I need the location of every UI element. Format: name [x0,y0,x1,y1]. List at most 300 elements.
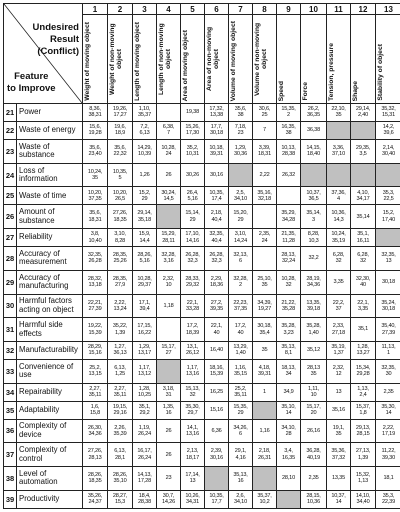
matrix-cell: 19,1, 35 [327,419,351,443]
matrix-cell [351,121,376,139]
matrix-cell: 2,18, 40,4 [205,205,229,229]
matrix-cell: 35,37, 10,2 [253,490,277,508]
matrix-cell: 32,35, 26,28 [83,247,108,271]
matrix-cell: 35,10, 14 [277,401,301,419]
matrix-cell: 8,28, 10,3 [301,229,327,247]
matrix-cell: 35 [253,342,277,360]
table-row [4,294,400,318]
matrix-cell: 1,28, 13,27 [351,342,376,360]
row-number: 30 [4,294,17,318]
row-number: 26 [4,205,17,229]
table-row [4,187,400,205]
matrix-cell: 28,33, 29,32 [181,270,205,294]
matrix-cell: 25,10, 35 [253,270,277,294]
matrix-cell: 16,35, 38 [277,121,301,139]
row-number: 35 [4,401,17,419]
matrix-cell: 15,17, 27 [157,342,181,360]
undesired-result-label: Undesired Result (Conflict) [32,22,79,57]
row-label: Waste of time [17,187,83,205]
matrix-cell: 17,10, 14,16 [181,229,205,247]
row-label: Accuracy of measurement [17,247,83,271]
matrix-cell: 19,15, 29,16 [108,401,133,419]
matrix-cell: 22,21, 27,39 [83,294,108,318]
matrix-cell: 25,2, 13,15 [83,359,108,383]
matrix-cell: 6,13, 28,1 [108,443,133,467]
column-header [277,15,301,104]
row-label: Complexity of device [17,419,83,443]
matrix-cell [157,104,181,122]
matrix-cell: 22,1, 40 [205,318,229,342]
matrix-cell: 15,14, 29 [181,205,205,229]
matrix-cell: 2,22 [253,163,277,187]
matrix-cell: 29,14, 2,40 [351,104,376,122]
matrix-cell: 17,15, 16,22 [133,318,157,342]
matrix-cell: 35,13, 16 [229,467,253,491]
row-label: Adaptability [17,401,83,419]
matrix-cell: 17,14, 13 [181,467,205,491]
matrix-cell: 1,10, 35,37 [133,104,157,122]
matrix-cell: 23 [157,467,181,491]
column-label: Area of moving object [182,29,189,101]
matrix-cell: 17,7, 30,18 [205,121,229,139]
matrix-cell: 28,27, 15,3 [108,490,133,508]
table-row [4,401,400,419]
matrix-cell: 1 [253,383,277,401]
matrix-cell: 35,3, 22,39 [376,490,400,508]
table-row [4,139,400,163]
matrix-cell: 15,17, 20 [301,401,327,419]
matrix-cell: 3,8, 10,40 [83,229,108,247]
matrix-cell: 22,2, 37 [327,294,351,318]
matrix-cell: 30,7, 14,26 [157,490,181,508]
matrix-cell: 32,35, 30 [376,359,400,383]
matrix-cell: 2,6, 34,10 [229,490,253,508]
column-header [157,15,181,104]
matrix-cell: 17,2, 40 [229,318,253,342]
matrix-cell: 28,13 35 [301,359,327,383]
table-row [4,342,400,360]
matrix-cell: 14,15, 18,40 [301,139,327,163]
matrix-cell: 30,18, 35,4 [253,318,277,342]
matrix-cell: 15,13, 32 [181,383,205,401]
matrix-cell: 26,28, 32,3 [181,247,205,271]
matrix-cell: 28,35, 27,9 [108,270,133,294]
matrix-cell: 6,38, 7 [157,121,181,139]
matrix-cell: 2,35 [301,467,327,491]
row-number: 25 [4,187,17,205]
column-label: Volume of moving object [230,20,237,101]
matrix-cell: 35,40, 27,39 [376,318,400,342]
matrix-cell: 32,28, 3,16 [157,247,181,271]
matrix-cell: 35,28, 3,23 [277,318,301,342]
matrix-cell: 28,26, 35,10 [108,467,133,491]
column-label: Length of moving object [134,22,141,101]
table-row [4,205,400,229]
matrix-cell: 19,38 [181,104,205,122]
row-label: Waste of substance [17,139,83,163]
matrix-cell: 15,6, 19,28 [83,121,108,139]
matrix-cell: 16,25 [205,383,229,401]
column-number: 10 [301,4,327,15]
column-label: Area of non-moving object [206,26,221,92]
matrix-cell: 34,39, 19,27 [253,294,277,318]
matrix-cell: 26,28, 32,3 [205,247,229,271]
table-row [4,467,400,491]
matrix-cell: 30,16 [205,163,229,187]
matrix-cell: 2,27, 35,11 [108,383,133,401]
column-number: 12 [351,4,376,15]
row-number: 36 [4,419,17,443]
table-row [4,359,400,383]
matrix-cell: 27,26, 18,35 [108,205,133,229]
matrix-cell: 15,9, 14,4 [133,229,157,247]
matrix-cell: 26 [157,163,181,187]
matrix-cell: 26 [157,419,181,443]
matrix-cell: 15,16 [205,401,229,419]
column-label: Length of non-moving object [158,23,173,95]
matrix-cell: 3,10, 14,24 [229,229,253,247]
matrix-cell: 32,35, 13 [376,247,400,271]
column-label: Volume of non-moving object [254,22,269,96]
matrix-cell: 1,19, 26,24 [133,419,157,443]
matrix-cell: 6,28, 32 [351,247,376,271]
matrix-cell: 14,1, 13,16 [181,419,205,443]
matrix-cell: 30,6, 25 [253,104,277,122]
matrix-cell: 4,18, 39,31 [253,359,277,383]
row-number: 33 [4,359,17,383]
row-label: Amount of substance [17,205,83,229]
matrix-cell: 3,39, 18,31 [253,139,277,163]
table-row [4,443,400,467]
matrix-cell: 2,33, 27,18 [327,318,351,342]
row-label: Productivity [17,490,83,508]
matrix-cell: 2,26, 35,39 [108,419,133,443]
column-label: Speed [278,80,285,101]
matrix-cell: 22,1, 3,35 [351,294,376,318]
matrix-cell: 4,10, 34,17 [351,187,376,205]
column-number: 11 [327,4,351,15]
row-number: 34 [4,383,17,401]
matrix-cell: 28,19, 34,36 [301,270,327,294]
row-label: Repairability [17,383,83,401]
matrix-cell: 2,35 [376,383,400,401]
row-label: Harmful side effects [17,318,83,342]
column-header [133,15,157,104]
matrix-cell [157,318,181,342]
matrix-cell: 15,37, 1,8 [351,401,376,419]
matrix-cell: 15,35, 2 [277,104,301,122]
matrix-cell [229,163,253,187]
matrix-cell: 10,26, 34,31 [181,490,205,508]
row-label: Accuracy of manufacturing [17,270,83,294]
matrix-cell: 35,16, 32,18 [253,187,277,205]
matrix-cell [205,467,229,491]
matrix-cell: 1,6, 15,8 [83,401,108,419]
matrix-cell: 37,36, 4 [327,187,351,205]
matrix-cell: 2,32, 10 [157,270,181,294]
row-label: Level of automation [17,467,83,491]
column-number: 1 [83,4,108,15]
table-row [4,247,400,271]
matrix-cell: 26,4, 5,16 [181,187,205,205]
matrix-cell: 27,26, 28,13 [83,443,108,467]
matrix-cell: 1,26 [133,163,157,187]
column-header [181,15,205,104]
matrix-cell: 35,16 [327,401,351,419]
matrix-cell [253,247,277,271]
column-label: Force [302,82,309,101]
row-number: 29 [4,270,17,294]
table-row [4,318,400,342]
matrix-cell: 22,10, 35 [327,104,351,122]
matrix-cell [277,490,301,508]
matrix-cell: 16,17, 26,24 [133,443,157,467]
matrix-cell: 30,18 [376,270,400,294]
matrix-cell: 17,32, 13,38 [205,104,229,122]
row-number: 21 [4,104,17,122]
matrix-cell: 10,28, 29,37 [133,270,157,294]
column-number: 3 [133,4,157,15]
row-number: 32 [4,342,17,360]
row-number: 31 [4,318,17,342]
table-row [4,104,400,122]
column-header [327,15,351,104]
column-number: 8 [253,4,277,15]
matrix-cell: 1,29, 30,36 [229,139,253,163]
matrix-cell: 15,2, 17,40 [376,205,400,229]
matrix-cell: 10,28, 24 [157,139,181,163]
matrix-cell [253,467,277,491]
matrix-cell: 8,36, 38,31 [83,104,108,122]
matrix-cell [301,163,327,187]
matrix-cell: 10,24, 35 [83,163,108,187]
matrix-cell: 36,28, 40,19 [301,443,327,467]
matrix-cell: 28,35, 25,26 [108,247,133,271]
matrix-cell: 27,13, 1,39 [351,443,376,467]
matrix-cell: 6,13, 1,25 [108,359,133,383]
matrix-cell: 1,29, 13,17 [133,342,157,360]
matrix-cell: 35,14, 3 [301,205,327,229]
matrix-cell: 13,29, 1,40 [229,342,253,360]
matrix-cell: 3,4, 16,35 [277,443,301,467]
matrix-cell: 35,13, 8,1 [277,342,301,360]
contradiction-matrix [3,3,400,509]
matrix-cell [327,163,351,187]
matrix-cell: 6,36 [205,419,229,443]
matrix-cell: 28,26, 18,35 [83,467,108,491]
matrix-cell: 28,29, 15,16 [83,342,108,360]
matrix-cell: 19,26, 17,27 [108,104,133,122]
matrix-cell: 15,35, 29 [229,401,253,419]
matrix-cell: 35,12 [301,342,327,360]
matrix-cell: 17,2, 18,39 [181,318,205,342]
matrix-cell: 22,1, 33,28 [181,294,205,318]
matrix-cell: 35,28, 1,40 [301,318,327,342]
matrix-cell: 10,35, 17,4 [205,187,229,205]
matrix-cell: 35,30, 29,7 [181,401,205,419]
matrix-cell: 15,34, 29,28 [351,359,376,383]
matrix-cell: 35,32, 15,31 [376,104,400,122]
matrix-cell: 3,10, 8,28 [108,229,133,247]
matrix-cell: 1,17, 13,12 [133,359,157,383]
column-label: Stability of object [377,44,384,101]
matrix-cell: 35,6, 22,32 [108,139,133,163]
matrix-cell: 2,22, 17,19 [376,419,400,443]
matrix-cell: 10,18, 39,31 [205,139,229,163]
row-label: Manufacturability [17,342,83,360]
column-label: Shape [352,80,359,101]
matrix-cell: 32,13, 6 [229,247,253,271]
matrix-cell: 34,10, 28 [277,419,301,443]
matrix-cell: 22,23, 37,35 [229,294,253,318]
matrix-cell: 28,15, 10,36 [301,490,327,508]
matrix-cell: 32,30, 40 [351,270,376,294]
matrix-cell: 11,22, 39,30 [376,443,400,467]
matrix-cell: 18,1 [376,467,400,491]
matrix-cell: 19,6, 18,9 [108,121,133,139]
matrix-cell: 10,20, 37,35 [83,187,108,205]
matrix-cell: 28,26, 5,16 [133,247,157,271]
matrix-cell: 32,2 [301,247,327,271]
matrix-corner-header [4,4,83,104]
matrix-cell: 29,14, 35,18 [133,205,157,229]
matrix-cell: 1,13, 2,4 [351,383,376,401]
column-number: 5 [181,4,205,15]
matrix-body [4,104,400,509]
matrix-cell: 35,3, 22,5 [376,187,400,205]
matrix-cell: 10,20, 26,5 [108,187,133,205]
matrix-cell: 10,28, 32 [277,270,301,294]
matrix-cell: 14,2, 39,6 [376,121,400,139]
matrix-cell: 2,35, 24 [253,229,277,247]
matrix-cell: 10,13, 28,38 [277,139,301,163]
column-header [83,15,108,104]
matrix-cell: 32,35, 40,4 [205,229,229,247]
matrix-cell: 6,28, 32 [327,247,351,271]
matrix-cell: 2,5, 34,10 [229,187,253,205]
matrix-cell [157,205,181,229]
row-label: Harmful factors acting on object [17,294,83,318]
matrix-cell: 26,32 [277,163,301,187]
matrix-cell [376,229,400,247]
row-label: Complexity of control [17,443,83,467]
matrix-cell: 35,24, 30,18 [376,294,400,318]
matrix-cell: 26 [157,443,181,467]
matrix-cell: 35,1, 29,2 [133,401,157,419]
column-number: 7 [229,4,253,15]
matrix-cell: 35,19, 1,37 [327,342,351,360]
row-number: 37 [4,443,17,467]
row-label: Convenience of use [17,359,83,383]
matrix-cell: 3,18, 31 [157,383,181,401]
row-number: 22 [4,121,17,139]
matrix-cell: 34,9 [277,383,301,401]
matrix-cell: 13,1, 26,12 [181,342,205,360]
matrix-cell: 14,13, 17,28 [133,467,157,491]
column-label: Tension, pressure [328,42,335,101]
matrix-cell: 35,30, 14 [376,401,400,419]
column-number: 2 [108,4,133,15]
matrix-cell: 29,35, 3,5 [351,139,376,163]
matrix-cell: 3,36, 37,10 [327,139,351,163]
row-number: 28 [4,247,17,271]
table-row [4,121,400,139]
table-row [4,490,400,508]
matrix-cell: 7,2, 6,13 [133,121,157,139]
matrix-cell: 35,26, 24,37 [83,490,108,508]
matrix-cell: 18,16, 15,39 [205,359,229,383]
matrix-cell: 1,11, 10 [301,383,327,401]
matrix-cell: 35,6, 38 [229,104,253,122]
matrix-cell: 29,13, 28,15 [351,419,376,443]
matrix-cell: 15,32, 1,13 [351,467,376,491]
matrix-cell: 10,35, 5 [108,163,133,187]
matrix-cell: 35,14 [351,205,376,229]
matrix-cell: 15,26, 17,30 [181,121,205,139]
matrix-cell [253,401,277,419]
matrix-cell: 1,18 [157,294,181,318]
matrix-cell: 1,17, 13,16 [181,359,205,383]
table-row [4,163,400,187]
matrix-cell: 17,1, 39,4 [133,294,157,318]
matrix-cell: 10,24, 35,19 [327,229,351,247]
matrix-cell: 10,37, 14 [327,490,351,508]
column-header [205,15,229,104]
column-header [108,15,133,104]
matrix-cell: 15,2, 29 [133,187,157,205]
matrix-cell: 27,2, 39,35 [205,294,229,318]
column-header [301,15,327,104]
table-row [4,229,400,247]
matrix-cell: 7 [253,121,277,139]
matrix-cell [351,163,376,187]
matrix-cell: 21,35, 11,28 [277,229,301,247]
matrix-cell: 35,6, 23,40 [83,139,108,163]
matrix-cell: 16,40 [205,342,229,360]
column-label: Weight of moving object [84,22,91,101]
matrix-cell: 30,24, 14,5 [157,187,181,205]
row-label: Loss of information [17,163,83,187]
row-number: 23 [4,139,17,163]
matrix-cell: 1,16 [253,419,277,443]
matrix-cell: 35,29, 34,28 [277,205,301,229]
column-number: 4 [157,4,181,15]
matrix-cell: 18,4, 28,38 [133,490,157,508]
matrix-cell: 35,6, 18,31 [83,205,108,229]
column-number: 13 [376,4,400,15]
matrix-cell: 26,2, 36,35 [301,104,327,122]
matrix-cell: 10,35, 17,7 [205,490,229,508]
matrix-cell: 29,1, 4,16 [229,443,253,467]
matrix-cell: 13 [327,383,351,401]
matrix-cell: 7,18, 23 [229,121,253,139]
matrix-cell: 2,27, 35,11 [83,383,108,401]
matrix-cell: 14,10, 34,40 [351,490,376,508]
matrix-cell: 2,22, 13,24 [108,294,133,318]
matrix-cell: 35,1, 16,11 [351,229,376,247]
matrix-cell [376,163,400,187]
matrix-cell: 13,35, 39,18 [301,294,327,318]
matrix-cell: 13,35 [327,467,351,491]
column-header [376,15,400,104]
row-label: Power [17,104,83,122]
column-label: Weight of non-moving object [109,23,124,95]
matrix-cell: 11,13, 1 [376,342,400,360]
matrix-cell: 25,2, 35,11 [229,383,253,401]
matrix-cell: 1,27, 36,13 [108,342,133,360]
matrix-cell: 2,29, 18,36 [205,270,229,294]
column-header [229,15,253,104]
